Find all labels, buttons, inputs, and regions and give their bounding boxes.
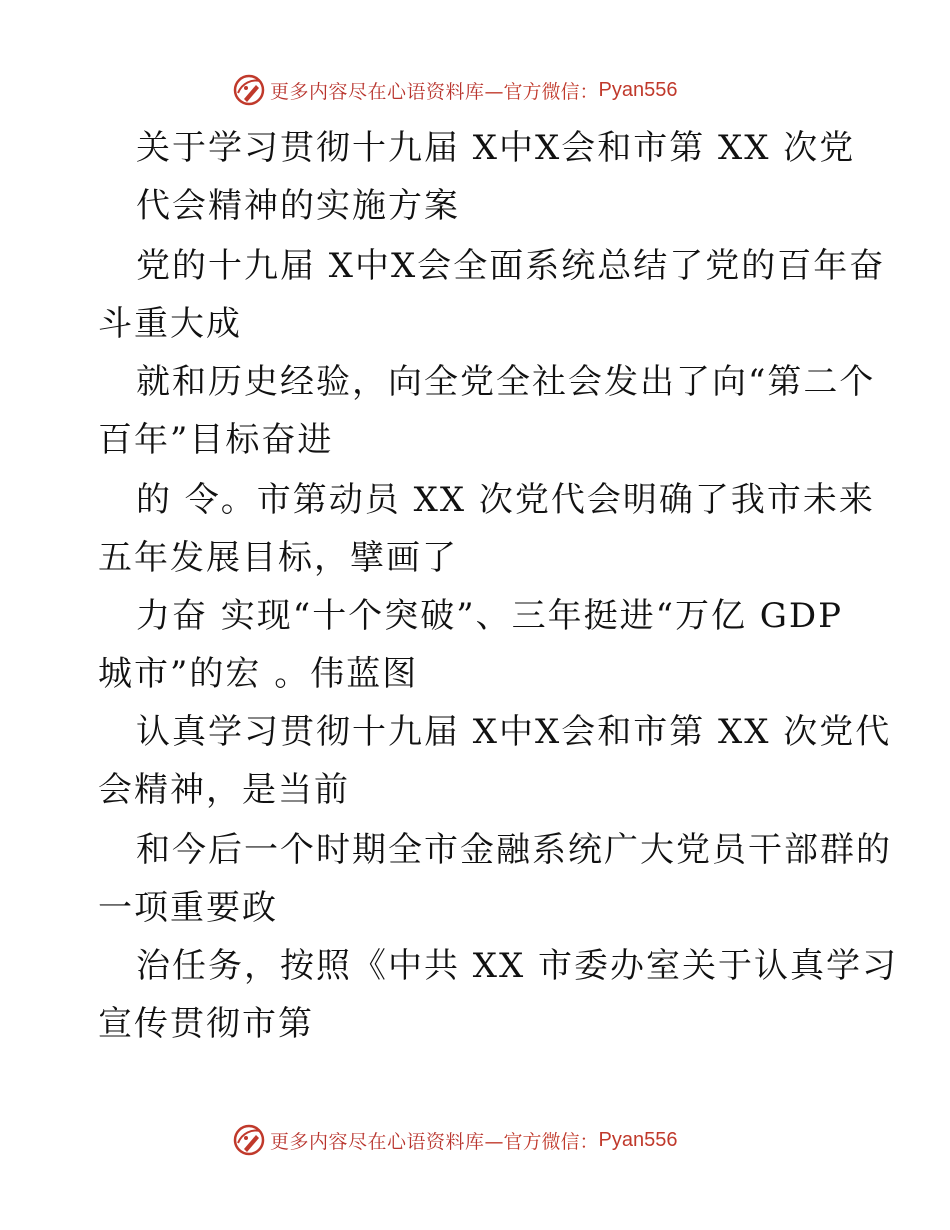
paragraph-line: 斗重大成 [98, 304, 242, 344]
paragraph-line: 会精神，是当前 [98, 770, 350, 810]
banner-wechat-id: Pyan556 [598, 78, 678, 101]
paragraph-line: 党的十九届 X中X会全面系统总结了党的百年奋 [136, 246, 886, 286]
paragraph-line: 力奋 实现“十个突破”、三年挺进“万亿 GDP [136, 596, 844, 636]
banner-main-text: 更多内容尽在心语资料库 [270, 80, 485, 103]
pen-logo-icon [232, 73, 266, 107]
paragraph-line: 就和历史经验，向全党全社会发出了向“第二个 [136, 362, 876, 402]
paragraph-line: 一项重要政 [98, 888, 278, 928]
paragraph-line: 城市”的宏 。伟蓝图 [98, 654, 419, 694]
banner-main-text: 更多内容尽在心语资料库 [270, 1130, 485, 1153]
paragraph-line: 宣传贯彻市第 [98, 1004, 314, 1044]
pen-logo-icon [232, 1123, 266, 1157]
banner-wechat-id: Pyan556 [598, 1128, 678, 1151]
document-title-line-1: 关于学习贯彻十九届 X中X会和市第 XX 次党 [136, 128, 856, 168]
footer-watermark-banner [0, 1120, 950, 1160]
banner-official-label: —官方微信： [484, 1130, 599, 1153]
paragraph-line: 百年”目标奋进 [98, 420, 334, 460]
paragraph-line: 认真学习贯彻十九届 X中X会和市第 XX 次党代 [136, 712, 892, 752]
header-watermark-banner [0, 70, 950, 110]
document-title-line-2: 代会精神的实施方案 [136, 186, 460, 226]
paragraph-line: 五年发展目标，擘画了 [98, 538, 458, 578]
paragraph-line: 治任务，按照《中共 XX 市委办室关于认真学习 [136, 946, 899, 986]
paragraph-line: 的 令。市第动员 XX 次党代会明确了我市未来 [136, 480, 875, 520]
paragraph-line: 和今后一个时期全市金融系统广大党员干部群的 [136, 830, 892, 870]
banner-official-label: —官方微信： [484, 80, 599, 103]
